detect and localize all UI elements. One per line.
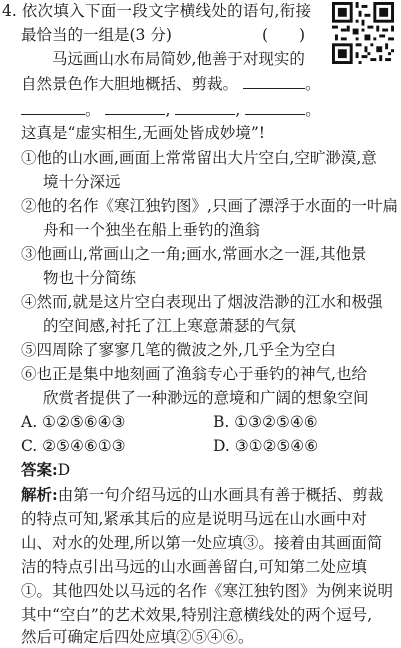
blank-sep-2: , <box>165 101 171 119</box>
analysis-text: 其中“空白”的艺术效果,特别注意横线处的两个逗号, <box>21 606 373 624</box>
option-text-cont: 欣赏者提供了一种渺远的意境和广阔的想象空间 <box>43 389 369 407</box>
answer-paren <box>262 24 305 46</box>
choice-a-text: A. ①②⑤⑥④③ <box>21 413 126 431</box>
qr-code-icon <box>332 2 394 64</box>
fill-blank-4[interactable] <box>175 98 235 115</box>
analysis-line-6 <box>21 604 372 626</box>
analysis-text: 的特点可知,紧承其后的应是说明马远在山水画中对 <box>21 510 367 528</box>
answer-paren-text: ( ) <box>262 26 306 44</box>
option-text-cont: 舟和一个独坐在船上垂钓的渔翁 <box>43 221 261 239</box>
option-5 <box>21 339 336 361</box>
analysis-text: 由第一句介绍马远的山水画具有善于概括、剪裁 <box>57 486 384 504</box>
analysis-line-1 <box>21 484 383 506</box>
option-1 <box>21 147 377 169</box>
option-2 <box>21 195 398 217</box>
analysis-line-5 <box>21 580 393 602</box>
analysis-label: 解析: <box>21 485 58 504</box>
answer-line <box>21 459 70 481</box>
passage-text-2: 自然景色作大胆地概括、剪裁。 <box>21 75 239 93</box>
blank-sep-4: 。 <box>305 101 321 119</box>
passage-text-1: 马远画山水布局简妙,他善于对现实的 <box>52 50 305 68</box>
choice-a[interactable] <box>21 411 125 433</box>
option-text-cont: 境十分深远 <box>43 173 121 191</box>
choice-d[interactable] <box>213 435 318 457</box>
option-num: ⑥ <box>21 365 37 383</box>
answer-label: 答案: <box>21 460 58 479</box>
option-3 <box>21 243 367 265</box>
stem-line-1 <box>2 0 311 22</box>
fill-blank-5[interactable] <box>245 98 305 115</box>
option-text: 四周除了寥寥几笔的微波之外,几乎全为空白 <box>36 341 336 359</box>
analysis-text: 山、对水的处理,所以第一处应填③。接着由其画面简 <box>21 534 383 552</box>
option-num: ④ <box>21 293 37 311</box>
option-text-cont: 的空间感,衬托了江上寒意萧瑟的气氛 <box>43 317 296 335</box>
option-4 <box>21 291 382 313</box>
fill-blank-1[interactable] <box>243 72 305 89</box>
passage-tail: 。 <box>304 75 321 93</box>
question-number: 4. <box>2 2 17 20</box>
option-text: 他的名作《寒江独钓图》,只画了漂浮于水面的一叶扁 <box>36 197 398 215</box>
analysis-text: 然后可确定后四处应填②⑤④⑥。 <box>21 628 254 646</box>
analysis-line-7 <box>21 626 254 648</box>
passage-line-1 <box>52 48 305 70</box>
stem-text-1: 依次填入下面一段文字横线处的语句,衔接 <box>21 2 312 20</box>
option-text: 他画山,常画山之一角;画水,常画水之一涯,其他景 <box>36 245 367 263</box>
analysis-line-3 <box>21 532 382 554</box>
option-num: ① <box>21 149 37 167</box>
stem-text-2: 最恰当的一组是(3 分) <box>21 26 172 44</box>
option-text: 然而,就是这片空白表现出了烟波浩渺的江水和极强 <box>36 293 383 311</box>
option-6-cont <box>43 387 369 409</box>
analysis-text: 洁的特点引出马远的山水画善留白,可知第二处应填 <box>21 558 367 576</box>
passage-line-4 <box>21 122 265 144</box>
option-1-cont <box>43 171 121 193</box>
option-text: 他的山水画,画面上常常留出大片空白,空旷渺漠,意 <box>36 149 377 167</box>
choice-c[interactable] <box>21 435 126 457</box>
blank-sep-3: , <box>235 101 241 119</box>
passage-text-4: 这真是“虚实相生,无画处皆成妙境”! <box>21 124 266 142</box>
choice-d-text: D. ③①②⑤④⑥ <box>213 437 319 455</box>
passage-line-3 <box>21 98 321 121</box>
option-num: ③ <box>21 245 37 263</box>
fill-blank-3[interactable] <box>105 98 165 115</box>
option-2-cont <box>43 219 260 241</box>
analysis-line-4 <box>21 556 367 578</box>
option-num: ② <box>21 197 37 215</box>
analysis-line-2 <box>21 508 367 530</box>
option-text-cont: 物也十分简练 <box>43 269 137 287</box>
option-3-cont <box>43 267 136 289</box>
choice-b[interactable] <box>213 411 318 433</box>
choice-c-text: C. ②⑤④⑥①③ <box>21 437 126 455</box>
blank-sep-1: 。 <box>85 101 101 119</box>
option-text: 也正是集中地刻画了渔翁专心于垂钓的神气,也给 <box>36 365 367 383</box>
answer-value: D <box>57 461 71 479</box>
fill-blank-2[interactable] <box>21 98 85 115</box>
option-6 <box>21 363 367 385</box>
choice-b-text: B. ①③②⑤④⑥ <box>213 413 318 431</box>
stem-line-2 <box>21 24 172 46</box>
passage-line-2 <box>21 72 320 95</box>
analysis-text: ①。其他四处以马远的名作《寒江独钓图》为例来说明 <box>21 582 394 600</box>
option-4-cont <box>43 315 296 337</box>
option-num: ⑤ <box>21 341 37 359</box>
